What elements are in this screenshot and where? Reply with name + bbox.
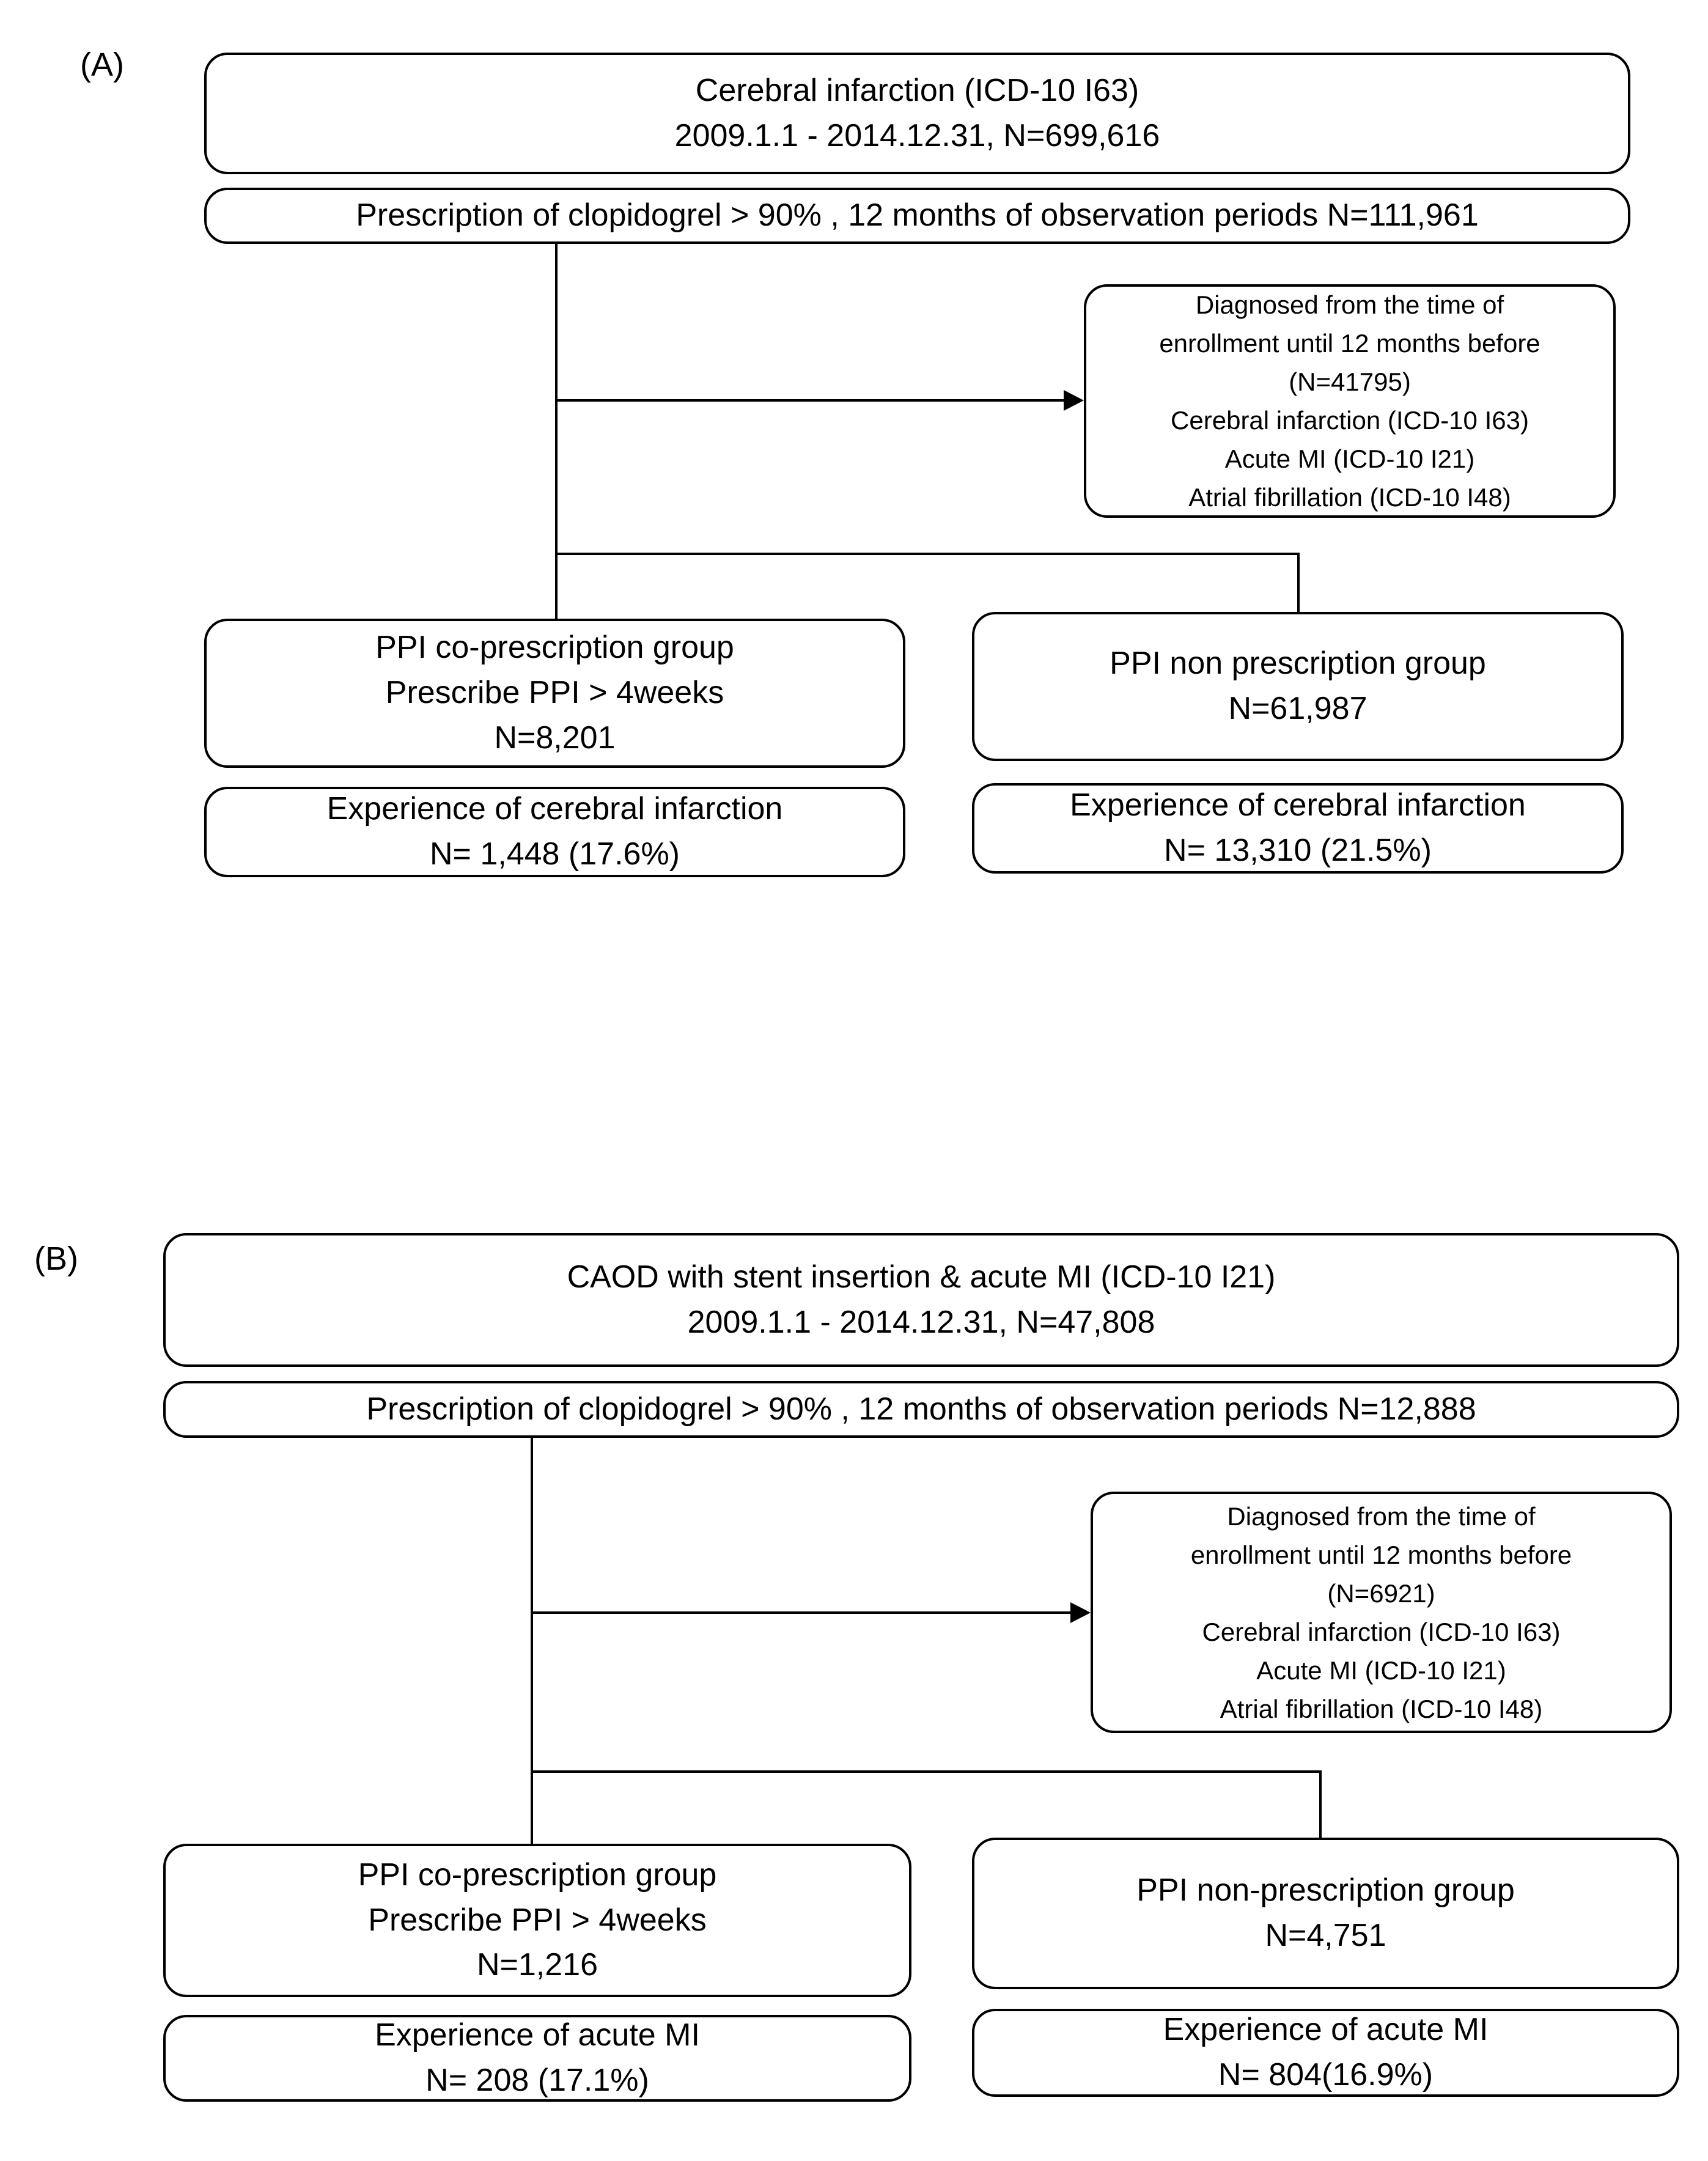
box-text-line: Prescribe PPI > 4weeks bbox=[385, 675, 724, 711]
box-text-line: Atrial fibrillation (ICD-10 I48) bbox=[1220, 1694, 1543, 1723]
panel-b-exclusion-box bbox=[1091, 1492, 1672, 1733]
box-text-line: N= 13,310 (21.5%) bbox=[1164, 833, 1432, 868]
box-text-line: Experience of acute MI bbox=[1163, 2012, 1489, 2048]
box-text-line: CAOD with stent insertion & acute MI (ICD-10 I21) bbox=[567, 1259, 1276, 1295]
panel-b-label: (B) bbox=[34, 1240, 78, 1277]
panel-b-exclusion-arrowhead-icon bbox=[1070, 1602, 1091, 1623]
box-text-line: N=61,987 bbox=[1228, 691, 1368, 726]
box-text-line: Cerebral infarction (ICD-10 I63) bbox=[1202, 1617, 1561, 1646]
box-text-line: Diagnosed from the time of bbox=[1227, 1501, 1536, 1531]
box-text-line: Prescription of clopidogrel > 90% , 12 months of observation periods N=111,961 bbox=[356, 197, 1479, 234]
panel-a-exclusion-connector-line bbox=[555, 399, 1064, 402]
panel-b-ppi-group-box bbox=[163, 1844, 911, 1997]
box-text-line: Experience of cerebral infarction bbox=[1070, 787, 1526, 823]
panel-b-no-ppi-group-box bbox=[972, 1838, 1679, 1989]
box-text-line: N= 804(16.9%) bbox=[1218, 2057, 1434, 2093]
panel-b-main-connector-line bbox=[531, 1437, 533, 1845]
box-text-line: (N=41795) bbox=[1289, 367, 1411, 396]
panel-a-cohort-box bbox=[204, 188, 1630, 244]
box-text-line: N=4,751 bbox=[1265, 1918, 1386, 1953]
panel-b-population-box bbox=[163, 1233, 1679, 1367]
panel-a-label: (A) bbox=[80, 46, 124, 83]
box-text-line: Prescription of clopidogrel > 90% , 12 months of observation periods N=12,888 bbox=[366, 1391, 1476, 1427]
box-text-line: 2009.1.1 - 2014.12.31, N=699,616 bbox=[674, 117, 1160, 153]
panel-a-main-connector-line bbox=[555, 241, 558, 620]
box-text-line: Prescribe PPI > 4weeks bbox=[368, 1902, 707, 1938]
panel-a-ppi-outcome-box bbox=[204, 787, 905, 877]
panel-b-ppi-outcome-box bbox=[163, 2015, 911, 2102]
panel-a-population-box bbox=[204, 53, 1630, 174]
panel-a-no-ppi-group-box bbox=[972, 612, 1624, 761]
box-text-line: PPI co-prescription group bbox=[358, 1857, 717, 1893]
box-text-line: N= 208 (17.1%) bbox=[425, 2063, 649, 2098]
box-text-line: Diagnosed from the time of bbox=[1195, 290, 1504, 319]
box-text-line: N= 1,448 (17.6%) bbox=[429, 836, 680, 872]
panel-a-ppi-group-box bbox=[204, 619, 905, 768]
panel-b-cohort-box bbox=[163, 1381, 1679, 1438]
panel-b-no-ppi-outcome-box bbox=[972, 2009, 1679, 2097]
box-text-line: PPI non-prescription group bbox=[1136, 1872, 1515, 1909]
panel-b-branch-connector-line bbox=[531, 1770, 1322, 1773]
panel-a-no-ppi-outcome-box bbox=[972, 783, 1624, 874]
panel-b-exclusion-connector-line bbox=[531, 1611, 1071, 1614]
box-text-line: 2009.1.1 - 2014.12.31, N=47,808 bbox=[687, 1304, 1155, 1340]
box-text-line: N=8,201 bbox=[494, 720, 616, 756]
panel-b-right-drop-connector-line bbox=[1319, 1770, 1322, 1840]
box-text-line: Atrial fibrillation (ICD-10 I48) bbox=[1188, 483, 1511, 512]
box-text-line: PPI non prescription group bbox=[1110, 646, 1486, 682]
box-text-line: enrollment until 12 months before bbox=[1190, 1540, 1572, 1569]
panel-a-branch-connector-line bbox=[555, 553, 1300, 555]
panel-a-exclusion-box bbox=[1084, 284, 1616, 518]
box-text-line: Experience of cerebral infarction bbox=[326, 791, 783, 827]
panel-a-exclusion-arrowhead-icon bbox=[1064, 390, 1084, 411]
box-text-line: Acute MI (ICD-10 I21) bbox=[1224, 444, 1475, 473]
box-text-line: Experience of acute MI bbox=[375, 2017, 700, 2053]
box-text-line: enrollment until 12 months before bbox=[1159, 329, 1541, 358]
box-text-line: PPI co-prescription group bbox=[375, 630, 734, 666]
box-text-line: Cerebral infarction (ICD-10 I63) bbox=[695, 72, 1139, 108]
box-text-line: N=1,216 bbox=[476, 1947, 598, 1983]
panel-a-right-drop-connector-line bbox=[1297, 553, 1300, 614]
box-text-line: Cerebral infarction (ICD-10 I63) bbox=[1171, 406, 1529, 435]
box-text-line: Acute MI (ICD-10 I21) bbox=[1256, 1655, 1506, 1685]
box-text-line: (N=6921) bbox=[1327, 1578, 1435, 1608]
